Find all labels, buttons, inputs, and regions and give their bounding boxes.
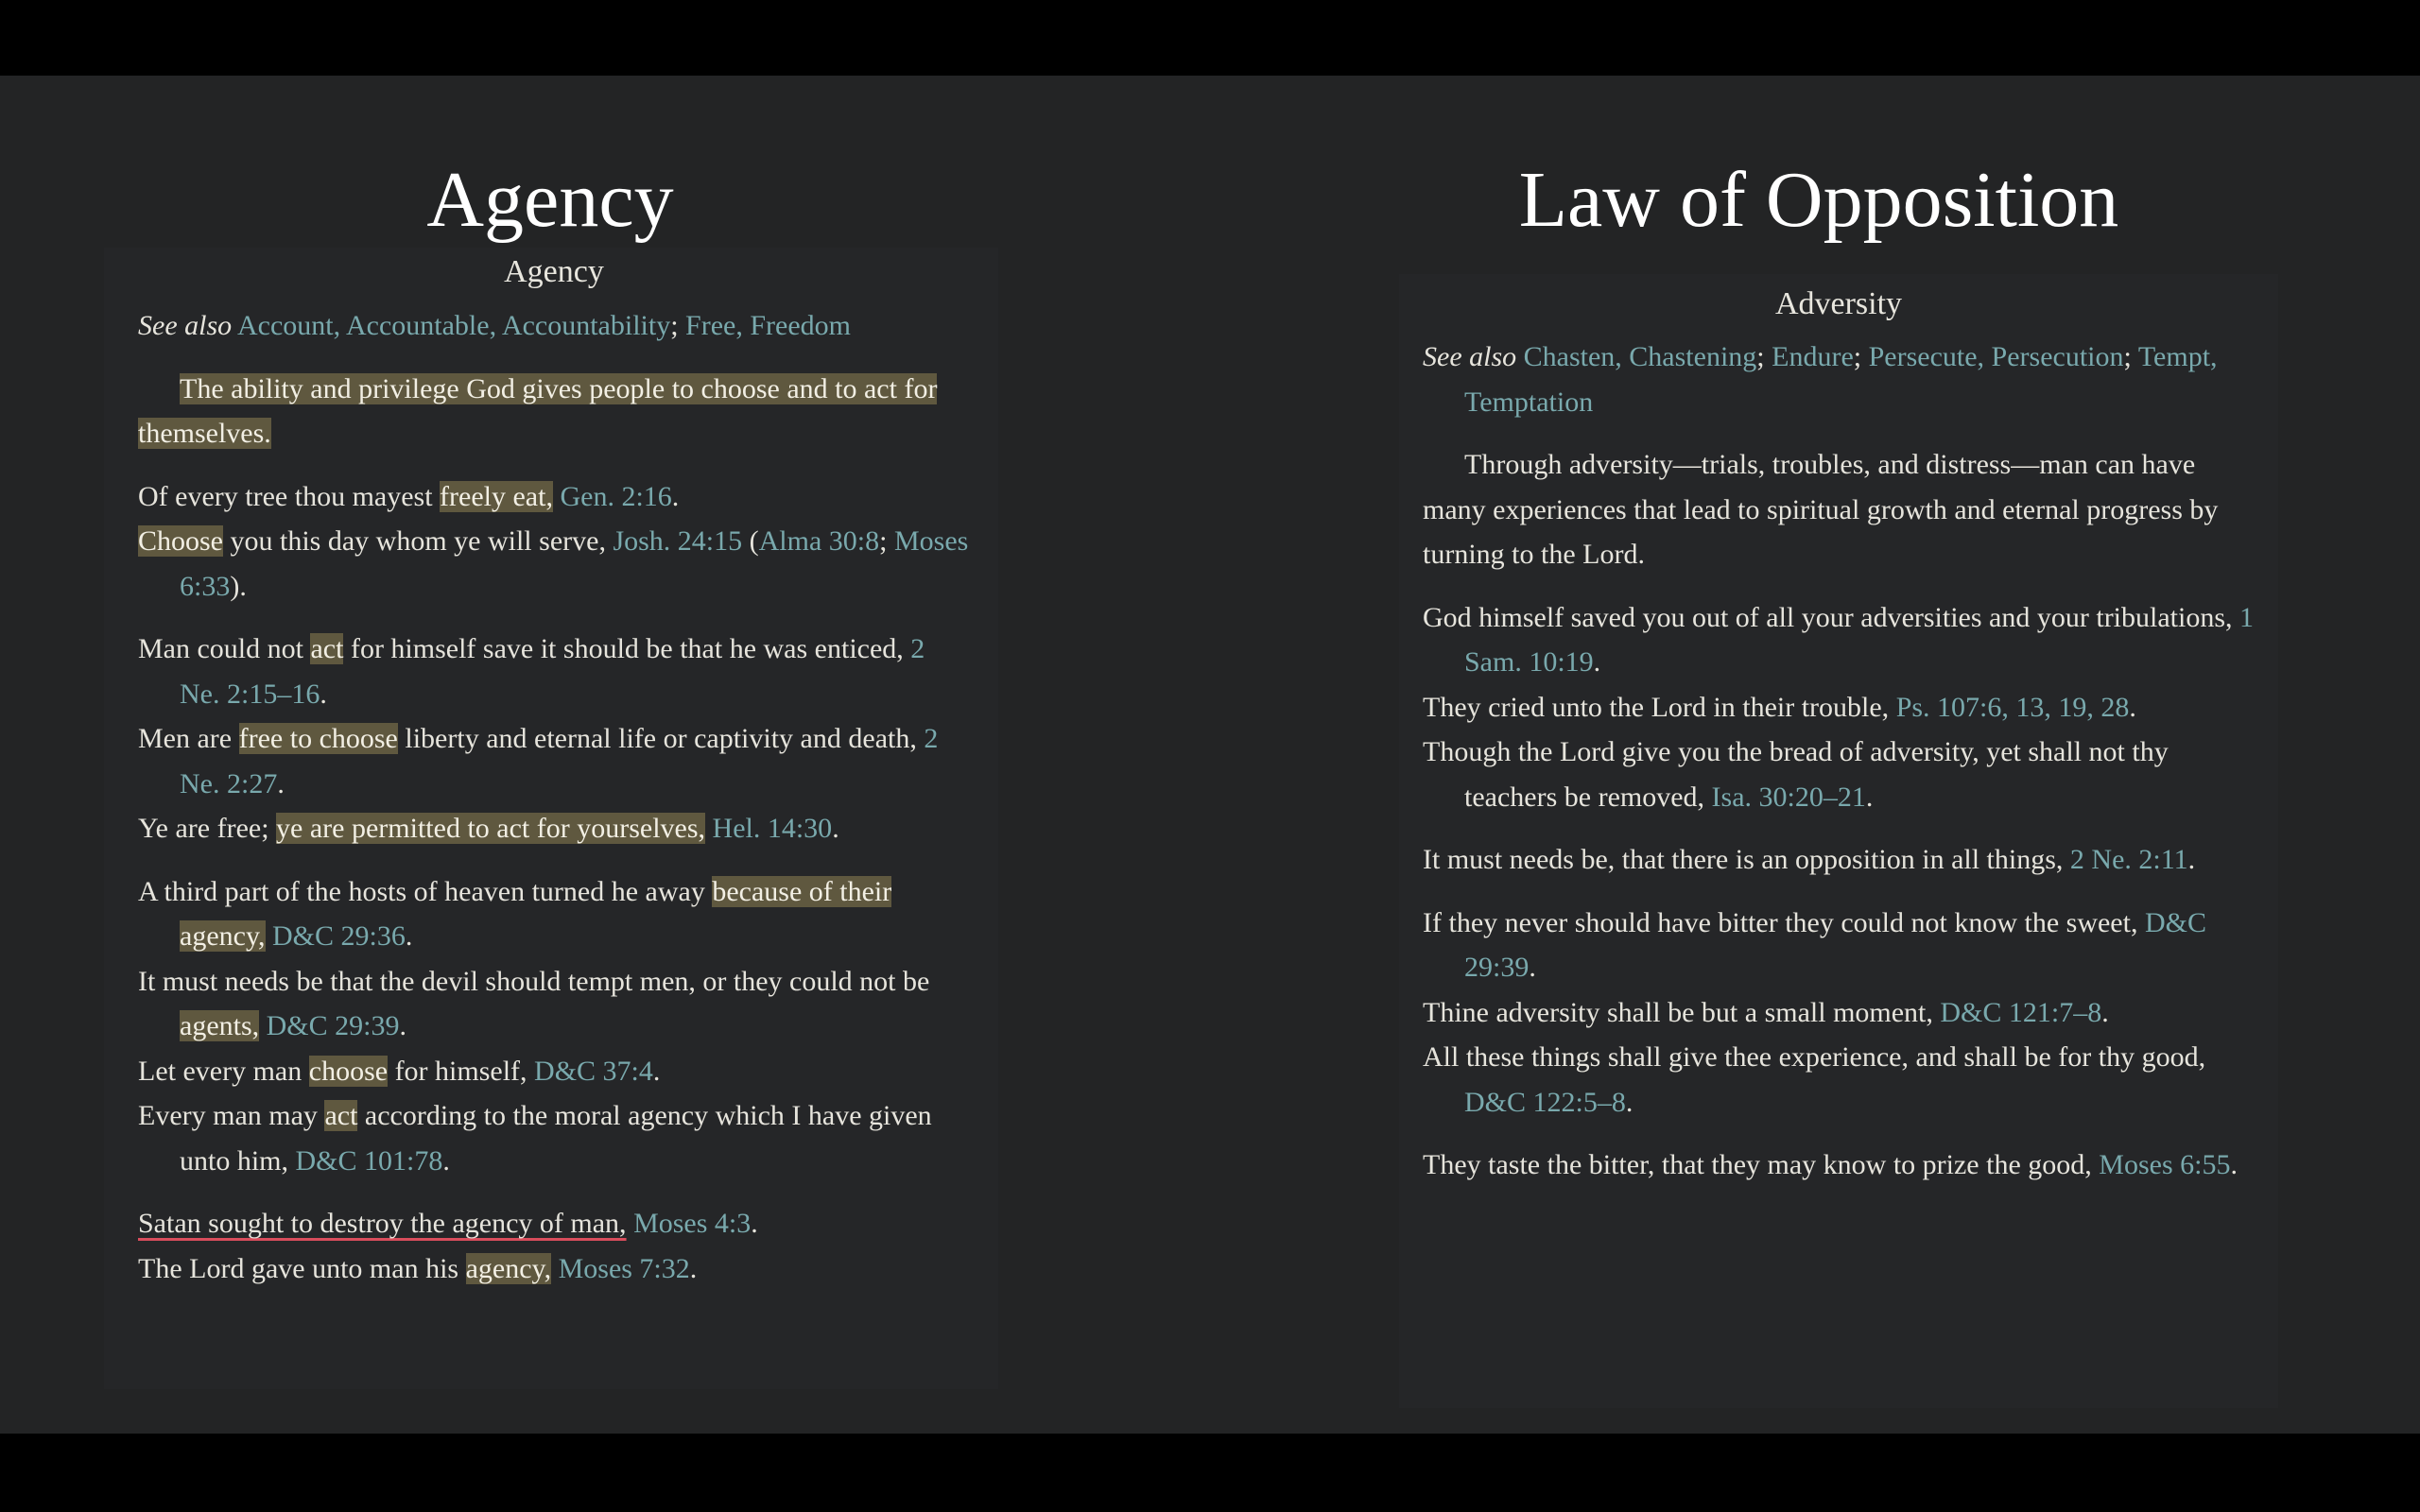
verse-dc-29-36: A third part of the hosts of heaven turned he away because of their agency, D&C 29:36.: [138, 875, 892, 952]
verse-text: Thine adversity shall be but a small moment,: [1423, 996, 1941, 1028]
scripture-link[interactable]: D&C 37:4: [534, 1055, 653, 1087]
see-also-link-persecute[interactable]: Persecute, Persecution: [1868, 341, 2124, 372]
verse-hel-14-30: Ye are free; ye are permitted to act for yourselves, Hel. 14:30.: [138, 813, 839, 844]
verse-text: They taste the bitter, that they may know to prize the good,: [1423, 1149, 2100, 1180]
scripture-link[interactable]: D&C 122:5–8: [1464, 1086, 1626, 1118]
right-column-heading: Law of Opposition: [1518, 156, 2119, 244]
scripture-link[interactable]: Josh. 24:15: [613, 525, 743, 557]
adversity-card: [1399, 274, 2278, 1408]
verse-text: If they never should have bitter they could not know the sweet,: [1423, 906, 2145, 938]
card-title: Agency: [504, 254, 604, 289]
verse-text: you this day whom ye will serve,: [223, 525, 614, 557]
verse-dc-37-4: Let every man choose for himself, D&C 37:4.: [138, 1055, 661, 1087]
verse-2ne-2-27: Men are free to choose liberty and eternal life or captivity and death, 2 Ne. 2:27.: [138, 723, 939, 799]
verse-dc-121-7: Thine adversity shall be but a small moment, D&C 121:7–8.: [1423, 996, 2109, 1028]
scripture-link[interactable]: Moses 4:3: [633, 1208, 752, 1239]
verse-moses-7-32: The Lord gave unto man his agency, Moses 7:32.: [138, 1252, 698, 1284]
highlight: free to choose: [238, 723, 398, 754]
scripture-link[interactable]: D&C 101:78: [295, 1144, 443, 1177]
verse-text: Ye are free;: [138, 813, 277, 844]
definition-highlight: The ability and privilege God gives people to choose and to act for themselves.: [138, 372, 938, 449]
verse-1sam-10-19: God himself saved you out of all your adversities and your tribulations, 1 Sam. 10:19.: [1423, 601, 2255, 678]
verse-text: God himself saved you out of all your adversities and your tribulations,: [1423, 601, 2240, 633]
slide-area: [0, 76, 2420, 1434]
scripture-link[interactable]: Alma 30:8: [758, 525, 880, 557]
highlight: because of their agency,: [180, 875, 892, 952]
see-also-link-endure[interactable]: Endure: [1772, 341, 1854, 372]
highlight: ye are permitted to act for yourselves,: [276, 813, 706, 844]
scripture-link[interactable]: 1 Sam. 10:19: [1464, 601, 2255, 678]
verse-text: A third part of the hosts of heaven turned he away: [138, 875, 713, 907]
see-also: See also Chasten, Chastening; Endure; Persecute, Persecution; Tempt, Temptation: [1423, 341, 2218, 418]
verse-text: according to the moral agency which I have given unto him,: [180, 1100, 932, 1177]
see-also-link-free[interactable]: Free, Freedom: [685, 310, 851, 341]
verse-text: The Lord gave unto man his: [138, 1252, 466, 1284]
verse-text: It must needs be, that there is an opposition in all things,: [1423, 844, 2070, 875]
highlight: choose: [308, 1055, 389, 1087]
verse-text: liberty and eternal life or captivity and death,: [397, 723, 925, 754]
highlight: agents,: [180, 1010, 260, 1041]
scripture-link[interactable]: D&C 121:7–8: [1940, 996, 2102, 1028]
verse-dc-101-78: Every man may act according to the moral agency which I have given unto him, D&C 101:78.: [138, 1100, 932, 1177]
highlight: agency,: [465, 1252, 552, 1284]
scripture-link[interactable]: Ps. 107:6, 13, 19, 28: [1895, 691, 2130, 723]
see-also: See also Account, Accountable, Accountability; Free, Freedom: [138, 310, 851, 341]
verse-text: They cried unto the Lord in their trouble,: [1423, 691, 1896, 723]
see-also-link-account[interactable]: Account, Accountable, Accountability: [237, 310, 671, 341]
highlight: act: [324, 1100, 358, 1131]
definition: [138, 367, 970, 456]
scripture-link[interactable]: Moses 7:32: [558, 1252, 690, 1284]
scripture-link[interactable]: Moses 6:33: [180, 525, 969, 602]
scripture-link[interactable]: 2 Ne. 2:11: [2069, 844, 2188, 875]
see-also-link-chasten[interactable]: Chasten, Chastening: [1523, 341, 1757, 372]
verse-dc-122-5: All these things shall give thee experience, and shall be for thy good, D&C 122:5–8.: [1423, 1041, 2206, 1118]
verse-gen-2-16: Of every tree thou mayest freely eat, Gen. 2:16.: [138, 480, 680, 512]
agency-card: [104, 248, 998, 1389]
verse-text: Man could not: [138, 633, 311, 664]
scripture-link[interactable]: 2 Ne. 2:15–16: [180, 633, 925, 710]
highlight: freely eat,: [440, 480, 553, 512]
verse-ps-107-6: They cried unto the Lord in their trouble, Ps. 107:6, 13, 19, 28.: [1423, 691, 2136, 723]
verse-text: Every man may: [138, 1100, 325, 1131]
highlight: Choose: [138, 525, 223, 557]
verse-isa-30-20: Though the Lord give you the bread of adversity, yet shall not thy teachers be removed, Isa. 30:20–21.: [1423, 736, 2169, 813]
scripture-link[interactable]: Hel. 14:30: [712, 813, 833, 844]
scripture-link[interactable]: Isa. 30:20–21: [1711, 781, 1866, 813]
underlined-text: Satan sought to destroy the agency of man,: [138, 1208, 627, 1239]
verse-text: All these things shall give thee experience, and shall be for thy good,: [1423, 1041, 2206, 1073]
scripture-link[interactable]: Moses 6:55: [2099, 1149, 2231, 1180]
verse-moses-4-3: Satan sought to destroy the agency of man, Moses 4:3.: [138, 1208, 758, 1239]
scripture-link[interactable]: D&C 29:39: [1464, 906, 2206, 983]
scripture-link[interactable]: Gen. 2:16: [560, 480, 672, 512]
left-column-heading: Agency: [426, 156, 674, 244]
verse-josh-24-15: Choose you this day whom ye will serve, Josh. 24:15 (Alma 30:8; Moses 6:33).: [138, 525, 969, 602]
scripture-link[interactable]: D&C 29:39: [266, 1010, 400, 1041]
verse-text: for himself,: [388, 1055, 535, 1087]
see-also-label: See also: [138, 310, 233, 341]
highlight: act: [310, 633, 344, 664]
verse-text: Of every tree thou mayest: [138, 480, 441, 512]
verse-text: for himself save it should be that he was enticed,: [343, 633, 911, 664]
see-also-link-tempt[interactable]: Tempt, Temptation: [1464, 341, 2218, 418]
card-title: Adversity: [1774, 286, 1903, 321]
verse-dc-29-39: If they never should have bitter they could not know the sweet, D&C 29:39.: [1423, 906, 2206, 983]
verse-2ne-2-11: It must needs be, that there is an opposition in all things, 2 Ne. 2:11.: [1423, 844, 2196, 875]
scripture-link[interactable]: D&C 29:36: [272, 920, 406, 952]
definition: Through adversity—trials, troubles, and distress—man can have many experiences that lead to spiritual growth and eternal progress by turning to the Lord.: [1423, 449, 2219, 570]
verse-dc-29-39: It must needs be that the devil should tempt men, or they could not be agents, D&C 29:39.: [138, 965, 930, 1041]
verse-text: Men are: [138, 723, 239, 754]
verse-moses-6-55: They taste the bitter, that they may know to prize the good, Moses 6:55.: [1423, 1149, 2238, 1180]
verse-text: It must needs be that the devil should tempt men, or they could not be: [138, 965, 930, 997]
verse-text: Though the Lord give you the bread of adversity, yet shall not thy teachers be removed,: [1423, 736, 2169, 813]
scripture-link[interactable]: 2 Ne. 2:27: [180, 723, 939, 799]
verse-text: Let every man: [138, 1055, 309, 1087]
see-also-label: See also: [1423, 341, 1517, 372]
verse-2ne-2-15: Man could not act for himself save it should be that he was enticed, 2 Ne. 2:15–16.: [138, 633, 925, 710]
